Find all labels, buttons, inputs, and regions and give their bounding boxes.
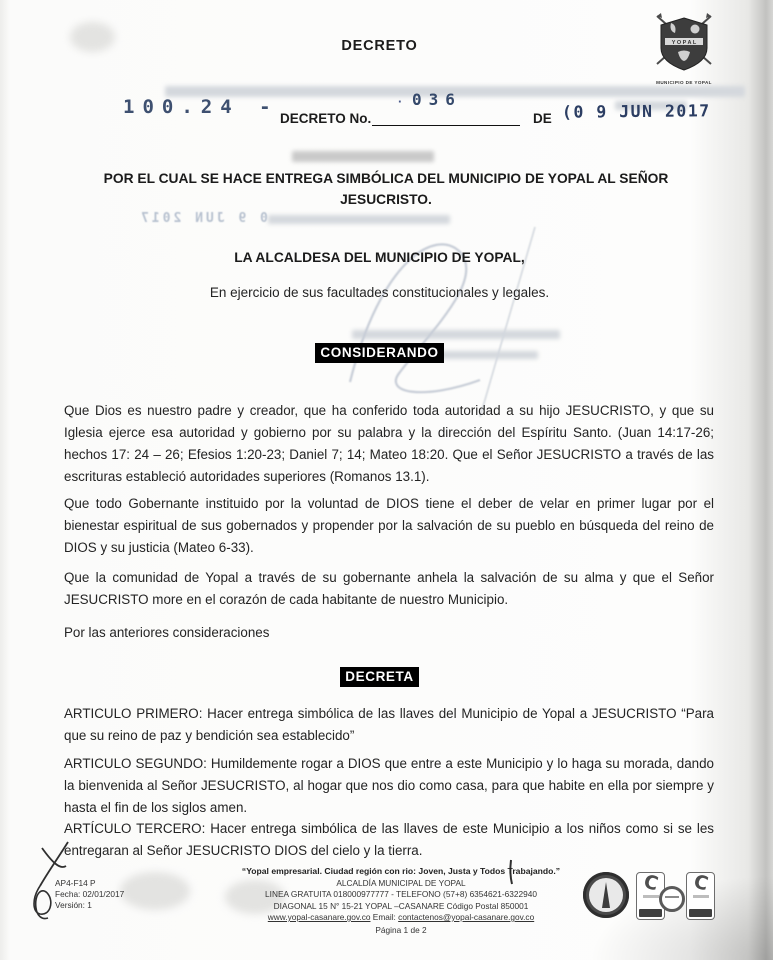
considerando-heading: CONSIDERANDO [315, 343, 443, 363]
considerando-paragraph: Que la comunidad de Yopal a través de su gobernante anhela la salvación de su alma y que el Señor JESUCRISTO more en el corazón de cada habitante de nuestro Municipio. [64, 570, 714, 607]
page-indicator: Página 1 de 2 [375, 924, 427, 935]
issuer-line: LA ALCALDESA DEL MUNICIPIO DE YOPAL, [234, 250, 525, 265]
footer-address: DIAGONAL 15 N° 15-21 YOPAL –CASANARE Código Postal 850001 [273, 900, 529, 911]
footer-slogan: “Yopal empresarial. Ciudad región con rio: Joven, Justa y Todos Trabajando.” [241, 866, 561, 876]
footer-web-email [186, 912, 616, 924]
footer-entity: ALCALDÍA MUNICIPAL DE YOPAL [336, 877, 466, 888]
quality-seal-icon [583, 872, 629, 918]
classification-number-stamp: 100.24 - [123, 96, 279, 118]
cert-c-glyph-icon: C [691, 870, 710, 896]
logo-caption: MUNICIPIO DE YOPAL [656, 80, 712, 85]
footer-email-label: Email: [372, 912, 396, 922]
decreta-heading: DECRETA [340, 667, 418, 687]
decree-title-line1: POR EL CUAL SE HACE ENTREGA SIMBÓLICA DEL MUNICIPIO DE YOPAL AL SEÑOR [103, 171, 669, 186]
cert-text-bar [643, 895, 659, 898]
cert-text-bar [693, 895, 709, 898]
municipio-de-yopal-seal-icon [638, 12, 730, 85]
article-paragraph: ARTICULO PRIMERO: Hacer entrega simbólica de las llaves del Municipio de Yopal a JESUCRISTO “Para que su reino de paz y bendición sea establecido” [64, 706, 714, 743]
decree-title [86, 168, 686, 210]
bleedthrough-date-stamp: 0 9 JUN 2017 [138, 211, 268, 226]
considerando-paragraph: Por las anteriores consideraciones [64, 625, 270, 640]
form-date: Fecha: 02/01/2017 [55, 889, 125, 899]
de-label: DE [533, 111, 552, 126]
cert-bottom-bar [689, 909, 712, 917]
stray-dot-mark: · [398, 94, 403, 109]
date-stamp: (0 9 JUN 2017 [561, 101, 711, 122]
decree-number-underline [372, 109, 520, 126]
decree-number-label: DECRETO No. [280, 111, 372, 126]
decreta-section [0, 667, 759, 687]
document-type-heading: DECRETO [341, 38, 418, 54]
cert-c-glyph-icon: C [641, 870, 660, 896]
icontec-cert-badge-icon [686, 872, 715, 920]
article-paragraph: ARTICULO SEGUNDO: Humildemente rogar a DIOS que entre a este Municipio y lo haga su morada, dando la bienvenida al Señor JESUCRISTO, al hogar que nos dio como casa, para que habite en ella por siempre y hasta el fin de los siglos amen. [64, 756, 714, 815]
form-code: AP4-F14 P [55, 878, 96, 888]
decree-number-handwritten: 036 [412, 90, 462, 109]
shield-crest-icon [645, 12, 723, 74]
seal-inner-art [589, 878, 623, 912]
footer-phone: LINEA GRATUITA 018000977777 - TELEFONO (57+8) 6354621-6322940 [265, 889, 537, 899]
decree-title-line2: JESUCRISTO. [340, 192, 432, 207]
certification-logos [583, 872, 715, 920]
footer-email-link: contactenos@yopal-casanare.gov.co [398, 912, 535, 922]
footer-contact-block [186, 866, 616, 936]
footer-form-info [55, 878, 124, 911]
scan-smudge [120, 872, 190, 910]
bleedthrough-heading-box [292, 151, 434, 162]
svg-text:Y O P A L: Y O P A L [671, 40, 697, 46]
cert-bottom-bar [639, 909, 662, 917]
road-glyph-icon [602, 882, 610, 908]
article-paragraph: ARTÍCULO TERCERO: Hacer entrega simbólica de las llaves de este Municipio a los niños como si se les entregaran al Señor JESUCRISTO DIOS del cielo y la tierra. [64, 821, 714, 858]
iqnet-seal-icon [659, 886, 685, 912]
considerando-paragraph: Que todo Gobernante instituido por la voluntad de DIOS tiene el deber de velar en primer lugar por el bienestar espiritual de sus gobernados y propender por la salvación de su pueblo en búsqueda del reino de DIOS y su justicia (Mateo 6-33). [64, 496, 714, 555]
footer-website-link: www.yopal-casanare.gov.co [267, 912, 371, 922]
considerando-section [0, 343, 759, 363]
legal-powers-line: En ejercicio de sus facultades constitucionales y legales. [209, 285, 550, 300]
form-version: Versión: 1 [55, 900, 92, 910]
considerando-paragraph: Que Dios es nuestro padre y creador, que ha conferido toda autoridad a su hijo JESUCRISTO, y que su Iglesia ejerce esa autoridad y gobierno por su palabra y la dirección del Espíritu Santo. (Juan 14:17-26; hechos 17: 24 – 26; Efesios 1:20-23; Daniel 7; 14; Mateo 18:20. Que el Señor JESUCRISTO a través de las escrituras estableció autoridades superiores (Romanos 13.1). [64, 403, 714, 484]
